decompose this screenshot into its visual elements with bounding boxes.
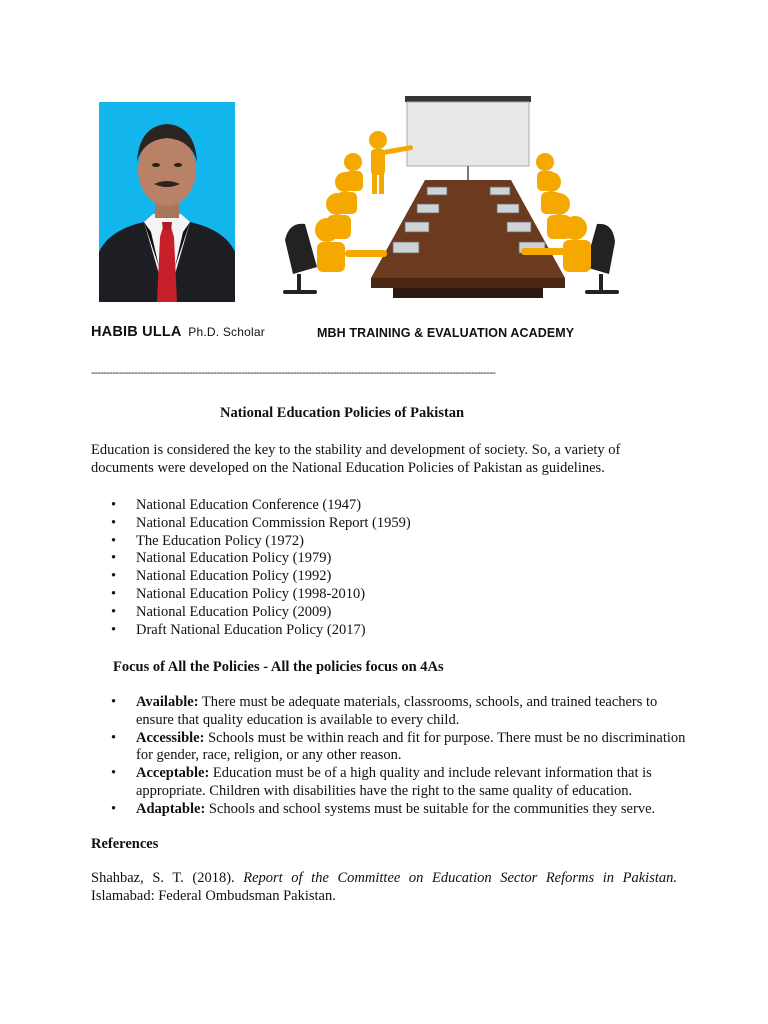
list-item: • National Education Policy (2009) — [91, 604, 681, 622]
document-title: National Education Policies of Pakistan — [220, 405, 465, 421]
four-as-list — [91, 694, 691, 819]
reference-entry — [91, 869, 677, 905]
list-item: • National Education Commission Report (1959) — [91, 515, 681, 533]
four-as-item-adaptable — [91, 801, 691, 819]
author-role: Ph.D. Scholar — [188, 325, 265, 339]
list-item: • National Education Policy (1998-2010) — [91, 586, 681, 604]
four-as-item-accessible — [91, 730, 691, 766]
list-item: • The Education Policy (1972) — [91, 533, 681, 551]
dashed-divider: ------------------------------------------------------------------------------------------------------------------------------------ — [91, 367, 496, 379]
reference-title: Report of the Committee on Education Sector Reforms in Pakistan. — [243, 870, 677, 886]
term-description: There must be adequate materials, classrooms, schools, and trained teachers to ensure that quality education is available to every child. — [136, 694, 658, 728]
author-name: HABIB ULLA — [91, 324, 182, 340]
focus-heading: Focus of All the Policies - All the policies focus on 4As — [113, 659, 444, 675]
meeting-illustration — [275, 92, 635, 302]
term-label: Adaptable: — [136, 800, 206, 817]
term-description: Education must be of a high quality and include relevant information that is appropriate. Children with disabilities have the right to the same quality of education. — [136, 765, 652, 799]
intro-paragraph: Education is considered the key to the stability and development of society. So, a variety of documents were developed on the National Education Policies of Pakistan as guidelines. — [91, 442, 621, 476]
portrait-illustration — [99, 102, 235, 302]
list-item: • National Education Conference (1947) — [91, 497, 681, 515]
references-heading: References — [91, 836, 159, 852]
list-item: • Draft National Education Policy (2017) — [91, 622, 681, 640]
author-photo — [99, 102, 235, 302]
conference-room-figures-illustration — [275, 92, 635, 302]
four-as-item-available — [91, 694, 691, 730]
term-label: Available: — [136, 694, 199, 710]
author-name-block — [91, 324, 265, 340]
author-line — [91, 324, 728, 346]
policy-list — [91, 497, 681, 639]
reference-authors: Shahbaz, S. T. (2018). — [91, 870, 235, 886]
list-item: • National Education Policy (1992) — [91, 568, 681, 586]
term-label: Acceptable: — [136, 765, 210, 782]
term-description: Schools must be within reach and fit for purpose. There must be no discrimination for gender, race, religion, or any other reason. — [136, 729, 686, 764]
academy-name: MBH TRAINING & EVALUATION ACADEMY — [317, 326, 575, 340]
four-as-item-acceptable — [91, 765, 691, 801]
term-label: Accessible: — [136, 729, 205, 746]
term-description: Schools and school systems must be suitable for the communities they serve. — [205, 800, 656, 817]
list-item: • National Education Policy (1979) — [91, 550, 681, 568]
reference-publisher: Islamabad: Federal Ombudsman Pakistan. — [91, 888, 336, 904]
